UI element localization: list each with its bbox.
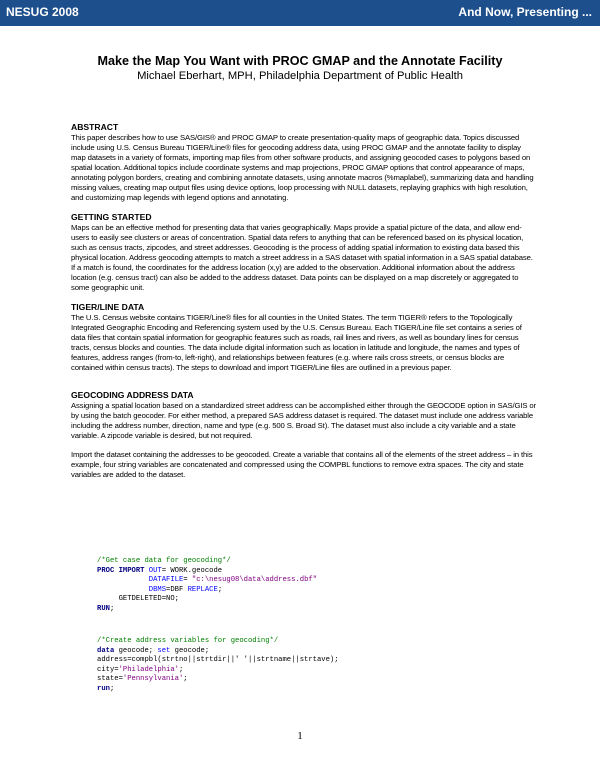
code-text: =DBF xyxy=(166,585,188,594)
getting-started-section xyxy=(71,212,537,293)
code-text: ; xyxy=(109,604,115,613)
header-banner xyxy=(0,0,600,26)
code-option: REPLACE xyxy=(187,585,218,594)
code-text: ; xyxy=(178,665,184,674)
code-comment: /*Get case data for geocoding*/ xyxy=(97,557,231,565)
code-text: ; xyxy=(183,675,188,683)
code-keyword: RUN xyxy=(97,604,110,613)
code-keyword: data xyxy=(97,646,115,655)
code-keyword: PROC IMPORT xyxy=(97,566,145,575)
code-text: geocode; xyxy=(114,646,158,655)
tiger-section xyxy=(71,302,537,373)
geocoding-section xyxy=(71,390,537,480)
code-comment: /*Create address variables for geocoding*/ xyxy=(97,637,279,645)
code-string: 'Philadelphia' xyxy=(118,665,179,674)
code-option: DBMS xyxy=(148,585,167,594)
code-option: set xyxy=(157,646,171,655)
code-block-import xyxy=(97,557,537,614)
paper-author: Michael Eberhart, MPH, Philadelphia Department of Public Health xyxy=(137,70,463,82)
code-text: ; xyxy=(217,585,223,594)
code-string: 'Pennsylvania' xyxy=(122,675,184,683)
code-string: "c:\nesug08\data\address.dbf" xyxy=(191,576,318,584)
code-text: geocode; xyxy=(170,646,210,655)
section-label: And Now, Presenting ... xyxy=(458,5,592,19)
tiger-heading: TIGER/LINE DATA xyxy=(71,302,145,313)
abstract-heading: ABSTRACT xyxy=(71,122,119,132)
geocoding-text-2: Import the dataset containing the addresses to be geocoded. Create a variable that contains all of the elements of the street address – in this example, four string variables are concatenated and compressed using the COMPBL functions to remove extra spaces. The city and state variables are added to the dataset. xyxy=(71,450,533,480)
getting-started-text: Maps can be an effective method for presenting data that varies geographically. Maps provide a spatial picture of the data, and allow end-users to easily see clusters or areas of concentration. Spatial data refers to anything that can be referenced based on its physical location, such as census tracts, zipcodes, and street addresses. Geocoding is the process of adding spatial information to existing data based this physical location. Address geocoding attempts to match a street address in a SAS dataset with spatial information in a SAS spatial database. If a match is found, the coordinates for the address location (x,y) are added to the observation. Additional information about the address location (e.g. census tract) can also be added to the address dataset. Data points can be displayed on a map discretely or aggregated to some geographic unit. xyxy=(71,222,533,293)
code-option: DATAFILE xyxy=(148,576,184,584)
code-keyword: run xyxy=(97,684,110,693)
abstract-section xyxy=(71,122,537,203)
conference-label: NESUG 2008 xyxy=(6,5,79,19)
getting-started-heading: GETTING STARTED xyxy=(71,212,152,223)
code-text: GETDELETED=NO; xyxy=(118,595,179,603)
code-text: = xyxy=(183,576,192,584)
code-option: OUT xyxy=(148,566,162,575)
code-block-data-step xyxy=(97,637,537,694)
code-text: address=compbl(strtno||strtdir||' '||strtname||strtave); xyxy=(97,656,339,664)
paper-title: Make the Map You Want with PROC GMAP and the Annotate Facility xyxy=(97,54,503,68)
geocoding-heading: GEOCODING ADDRESS DATA xyxy=(71,390,194,401)
code-text: = WORK.geocode xyxy=(161,566,223,575)
paper-body xyxy=(71,122,537,490)
geocoding-text-1: Assigning a spatial location based on a standardized street address can be accomplished either through the GEOCODE option in SAS/GIS or by using the batch geocoder. For either method, a prepared SAS address dataset is required. The dataset must include one address variable including the address number, direction, name and type (e.g. 500 S. Broad St). The dataset must also include a city variable and a state variable. A zipcode variable is desired, but not required. xyxy=(71,400,536,441)
code-text: ; xyxy=(109,684,115,693)
code-text: city= xyxy=(97,665,119,674)
code-text: state= xyxy=(97,675,123,683)
abstract-text: This paper describes how to use SAS/GIS® and PROC GMAP to create presentation-quality maps of geographic data. Topics discussed include using U.S. Census Bureau TIGER/Line® files for geocoding address data, using PROC GMAP and the annotate facility to display map datasets in a variety of formats, importing map files from other software products, and assigning geocoded cases to polygons based on spatial location. Additional topics include coordinate systems and map projections, PROC GMAP options that control appearance of maps, annotating polygon borders, creating and combining annotate datasets, using annotate macros (%maplabel), summarizing data and handling missing values, creating map output files using device options, loop processing with NULL datasets, replaying graphics with high resolution, and customizing map legends with legend options and annotating. xyxy=(71,132,534,203)
page-number: 1 xyxy=(297,730,303,742)
tiger-text: The U.S. Census website contains TIGER/Line® files for all counties in the United States. The term TIGER® refers to the Topologically Integrated Geographic Encoding and Referencing system used by the U.S. Census Bureau. Each TIGER/Line file set contains a series of data files that contain spatial information for geographic features such as roads, rail lines and rivers, as well as boundary lines for census tracts, census blocks and counties. The data include digital information such as location in latitude and longitude, the names and types of features, address ranges (from-to, left-right), and relationships between features (e.g. where rails cross streets, or census blocks are contained within census tracts). The steps to download and import TIGER/Line files are outlined in a previous paper. xyxy=(71,312,522,373)
